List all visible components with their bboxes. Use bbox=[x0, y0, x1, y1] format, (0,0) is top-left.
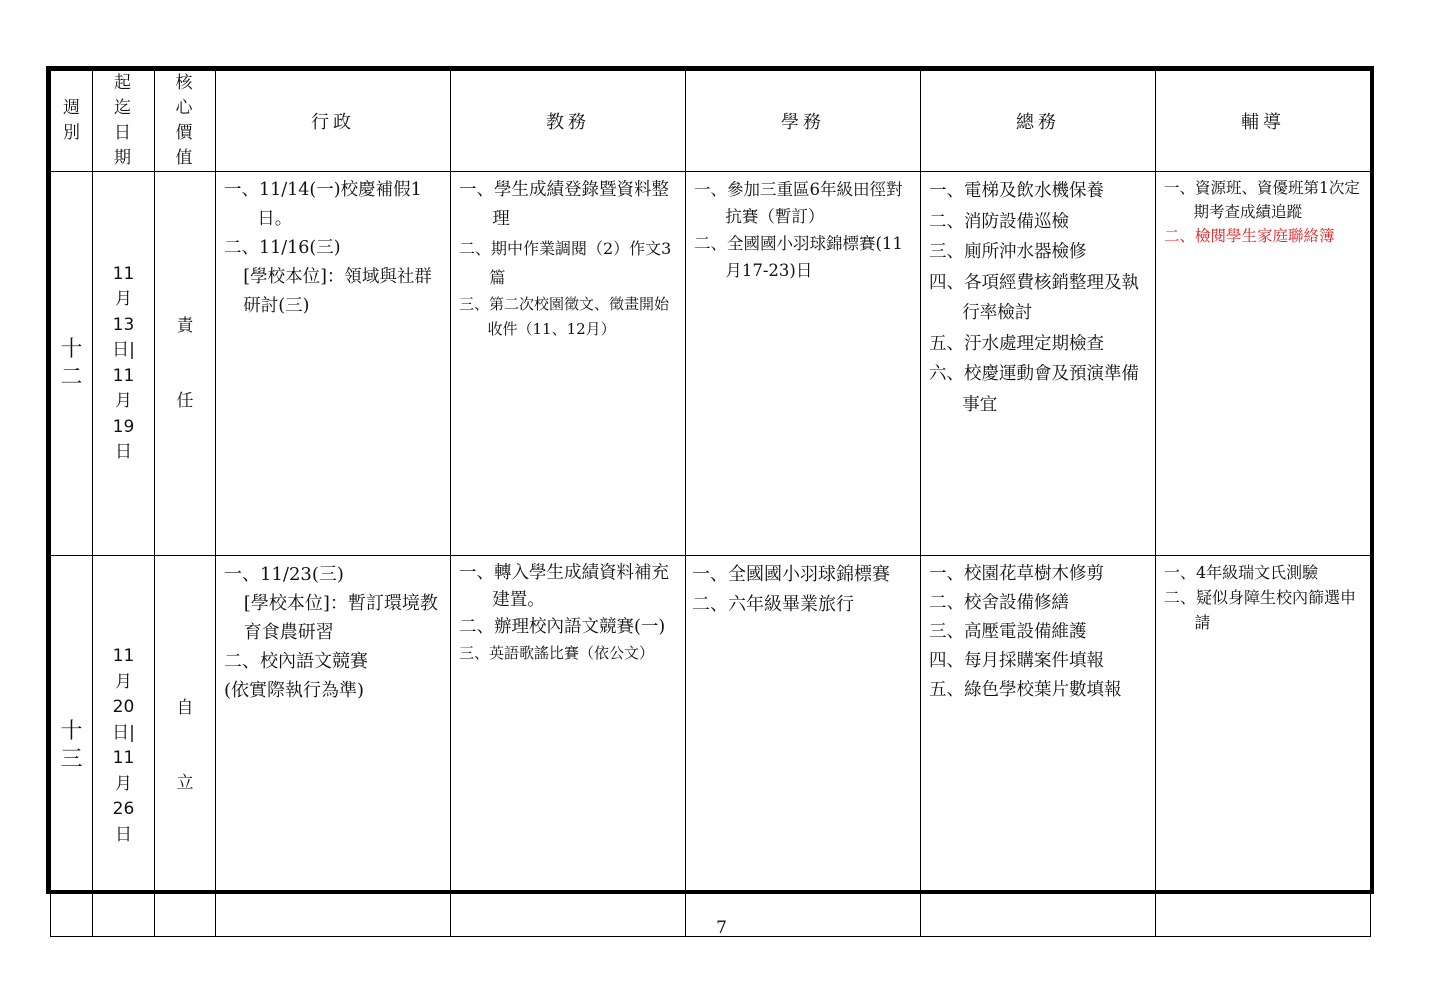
list-item: 一、電梯及飲水機保養 bbox=[929, 181, 1104, 201]
admin-cell bbox=[216, 172, 451, 556]
header-student: 學務 bbox=[686, 71, 921, 172]
list-item: 二、六年級畢業旅行 bbox=[692, 594, 854, 615]
list-item: 一、全國國小羽球錦標賽 bbox=[692, 564, 890, 585]
header-counsel: 輔導 bbox=[1156, 71, 1371, 172]
list-item: 四、各項經費核銷整理及執行率檢討 bbox=[929, 272, 1139, 323]
list-item: 一、轉入學生成績資料補充建置。 bbox=[459, 563, 669, 610]
list-item: 二、消防設備巡檢 bbox=[929, 211, 1069, 232]
list-item: 五、汙水處理定期檢查 bbox=[929, 333, 1104, 354]
header-admin: 行政 bbox=[216, 71, 451, 172]
general-cell bbox=[921, 172, 1156, 556]
student-cell bbox=[686, 172, 921, 556]
week-number: 十三 bbox=[51, 556, 93, 937]
date-range: 11月13日|11月19日 bbox=[93, 172, 155, 556]
list-item: 四、每月採購案件填報 bbox=[929, 651, 1104, 671]
list-item: 二、全國國小羽球錦標賽(11月17-23)日 bbox=[694, 234, 903, 280]
student-cell bbox=[686, 556, 921, 937]
list-item: 二、疑似身障生校內篩選申請 bbox=[1164, 588, 1357, 632]
core-value: 責任 bbox=[155, 172, 216, 556]
week-row-12 bbox=[51, 172, 1371, 556]
header-week: 週別 bbox=[51, 71, 93, 172]
list-item: 三、廁所沖水器檢修 bbox=[929, 242, 1087, 262]
list-item: 二、辦理校內語文競賽(一) bbox=[459, 617, 666, 637]
list-item: 二、校內語文競賽 bbox=[224, 651, 368, 672]
date-range: 11月20日|11月26日 bbox=[93, 556, 155, 937]
header-dates: 起迄日期 bbox=[93, 71, 155, 172]
header-core: 核心價值 bbox=[155, 71, 216, 172]
week-number: 十二 bbox=[51, 172, 93, 556]
academic-cell bbox=[451, 556, 686, 937]
list-item: [學校本位]：領域與社群研討(三) bbox=[243, 267, 432, 316]
list-item: 一、資源班、資優班第1次定期考查成績追蹤 bbox=[1164, 179, 1360, 221]
list-item: 二、11/16(三) bbox=[224, 238, 341, 258]
list-item: 六、校慶運動會及預演準備事宜 bbox=[929, 364, 1139, 415]
list-item: 二、期中作業調閱（2）作文3篇 bbox=[459, 239, 672, 287]
page-number: 7 bbox=[716, 918, 727, 938]
list-item: 二、校舍設備修繕 bbox=[929, 593, 1069, 613]
counsel-cell bbox=[1156, 556, 1371, 937]
schedule-table-frame bbox=[46, 66, 1374, 894]
list-item: 三、高壓電設備維護 bbox=[929, 622, 1087, 642]
admin-cell bbox=[216, 556, 451, 937]
list-item: 三、第二次校園徵文、徵畫開始收件（11、12月） bbox=[459, 295, 670, 338]
list-item: 三、英語歌謠比賽（依公文） bbox=[459, 644, 655, 662]
week-row-13 bbox=[51, 556, 1371, 937]
header-academic: 教務 bbox=[451, 71, 686, 172]
list-item: 一、學生成績登錄暨資料整理 bbox=[459, 180, 669, 229]
header-general: 總務 bbox=[921, 71, 1156, 172]
header-row bbox=[51, 71, 1371, 172]
list-item: [學校本位]：暫訂環境教育食農研習 bbox=[243, 593, 438, 643]
schedule-table bbox=[50, 70, 1371, 937]
list-item: 五、綠色學校葉片數填報 bbox=[929, 680, 1122, 700]
counsel-cell bbox=[1156, 172, 1371, 556]
general-cell bbox=[921, 556, 1156, 937]
list-item: 一、11/14(一)校慶補假1日。 bbox=[224, 180, 422, 229]
core-value: 自立 bbox=[155, 556, 216, 937]
list-item: 一、11/23(三) bbox=[224, 564, 344, 585]
list-item-highlight: 二、檢閱學生家庭聯絡簿 bbox=[1164, 227, 1335, 245]
list-item: 一、4年級瑞文氏測驗 bbox=[1164, 563, 1319, 582]
list-item: 一、參加三重區6年級田徑對抗賽（暫訂） bbox=[694, 180, 903, 226]
academic-cell bbox=[451, 172, 686, 556]
list-item: (依實際執行為準) bbox=[224, 680, 365, 701]
list-item: 一、校園花草樹木修剪 bbox=[929, 564, 1104, 584]
